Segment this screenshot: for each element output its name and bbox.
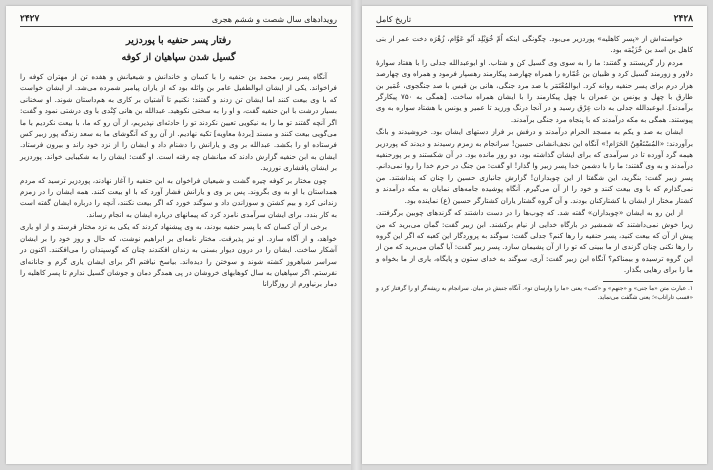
body-text [376, 33, 693, 276]
left-page-header [20, 6, 337, 27]
right-page-header [376, 6, 693, 27]
paragraph: چون مختار بر کوفه چیره گشت و شیعیان فراخوان به ابن حنفیه را آغاز نهادند، پوردزیر ترسید که مردم همداستان با او به وی بگروند. پس بر وی و یارانش فشار آورد که با او بیعت کنند. همه ایشان را در زمزم زندانی کرد و بیم کشتن و سوزاندن داد و سوگند خورد که اگر بیعت نکنند، آنچه را درباره ایشان گفته است به کار بندد. برای ایشان سرآمدی نامزد کرد که پیمانهای درباره ایشان به انجام رساند. [20, 175, 337, 219]
paragraph: آنگاه پسر زبیر، محمد بن حنفیه را با کسان و خاندانش و شیعیانش و هفده تن از مهتران کوفه را فراخواند. یکی از ایشان ابوالطفیل عامر بن واثله بود که از یاران پیامبر شمرده می‌شد. از ایشان خواست که با وی بیعت کنند اما ایشان تن زدند و گفتند: نکنیم تا آشتیان بر کاری به هم‌داستان شوند. او سخنانی بسیار درشت با ابن حنفیه گفت، و او را به سختی نکوهید. عبدالله بن هانی کِنْدی با وی درشتی نمود و گفت: اگر آنچه گفتند تو ما را به نیکویی تعیین نکردند تو را حادثه‌ای نپذیریم، از آن رو که ما، با بیعت نکردیم با ما می‌گویی بیعت کنند و مسند [بردهٔ معاویه] تکیه نهادیم. از آن رو که آنگوشای ما به سعد زندگه پور زبیر کس فرستاده او را بکشد. عبدالله بر وی و یارانش را دشنام داد و ایشان را از نزد خود راند و بیرون فرستاد. ایشان به ابن حنفیه گزارش دادند که میانشان چه رفته است. او گفت: ایشان را به شکیبایی خواند. پوردزیر بر ایشان پافشاری نورزید. [20, 72, 337, 173]
left-page [6, 6, 351, 464]
paragraph: خواسته‌اش از «پسر کاهلیه» پوردزیر می‌بود. چگونگی اینکه اُمّ خُوَیْلِد اَبُو عَوَّام، زُهْرَه دخت عمر از بنی کاهل بن اسد بن خُزَیْمَه بود. [376, 34, 693, 55]
book-gutter [351, 0, 362, 470]
paragraph: برخی از آن کسان که با پسر حنفیه بودند، به وی پیشنهاد کردند که یکی به نزد مختار فرستد و از او یاری خواهد، و از آگاه سازد. او نیز پذیرفت. مختار نامه‌ای بر ابراهیم نوشت، که حال و روز خود را بر ایشان آشکار ساخت. ایشان را در درون دیوار بسنی به زندان افکندند چنان که گوسپندان را می‌افکنند. اکنون در سراسر شیاهروز کشته شوند و سوختن را دیده‌اند. بیاسخ نیافتم اگر برای ایشان یاری گرم و جانانه‌ای نفرستم. اگر سپاهیان به سال کوهابهای خروشان در پی همدگر دمان و جوشان گسیل ندارم تا پسر کاهلیه را دمار برنیاورم از روزگارانا [20, 222, 337, 289]
body-text [20, 71, 337, 290]
page-number: ۲۴۲۷ [20, 14, 40, 24]
running-title: رویدادهای سال شصت و ششم هجری [211, 15, 337, 24]
footnote: ۱. عبارت متن «ما جنی» و «جنهم» و «کتب» یعنی «ما را وارسان تو». آنگاه جنبش در میان. سرانجام به ریشه‌گر او را گرفتار کرد و «فسب تاراتاب»؛ یعنی شگفت می‌نماید. [376, 285, 693, 301]
right-page [362, 6, 707, 464]
page-number: ۲۴۲۸ [673, 14, 693, 24]
paragraph: مردم زار گریستند و گفتند: ما را به سوی وی گسیل کن و شتاب. او ابوعبدالله جدلی را با هفتاد سوارهٔ دلاور و زورمند گسیل کرد و ظبیان بن عُمّاره را همراه چهارصد پیکارمند رهسپار فرمود و همراه وی چهارصد هزار درم برای پسر حنفیه روانه کرد. ابوالمُعْتَمَر با صد مرد جنگی، هانی بن قیس با صد جنگجوی، عُمَیر بن طارق با چهل و یونس بن عمران با چهل پیکارمند را با ایشان همراه ساخت. [همگی به ۷۵۰ پیکارگر برآمدند]. ابوعبدالله جدلی به ذات عِرْق رسید و در آنجا درنگ ورزید تا عمیر و یونس با هشتاد سواره به وی پیوستند. همگی به مکه درآمدند که با پنجاه مرد جنگی برآمدند. [376, 57, 693, 124]
section-heading: گسیل شدن سپاهیان از کوفه [121, 52, 236, 63]
running-title: تاریخ کامل [376, 15, 412, 24]
paragraph: ایشان به صد و یکم به مسجد الحرام درآمدند و درفش بر فراز دستهای ایشان بود. خروشیدند و بانگ برآوردند: «المُسْتَغْعِنُ الحَرَام!» آنگاه این نجف‌انشانی حسین! سرانجام به زمزم رسیدند و دیدند که پوردزیر هیمه گرد آورده تا در سرآمدی که برای ایشان گذاشته بود، دو روز مانده بود. در آن شکستند و بر پورحنفیه درآمدند و به وی گفتند: ما را با دشمن خدا پسر زبیر وا گذار! او گفت: من جنگ در حرم خدا را روا نمی‌دانم. پسر زبیر گفت: بنگرید، این شگفتا از این چوبداران! گزارش جانبازی حسین را چنان که پنداشتند. من نمی‌گذارم که با وی بیعت کنند و خود را از آن می‌گیرم. آنگاه پوشیده جامه‌های نمایان به مکه درآمدند و کشتار مختار از ایشان با کشتارکنان بودند. و آن گروه گشتار یاران کشتارگر حسین (ع) نماینده بود. [376, 127, 693, 205]
footnote-divider [603, 281, 693, 282]
paragraph: از این رو به ایشان «چوبداران» گفته شد. که چوب‌ها را در دست داشتند که گزندهای چوبین برگرفتند. زیرا خوش نمی‌داشتند که شمشیر در بارگاه خدایی از نیام برکشند. ابن زبیر گفت: گمان می‌برید که من پیش از آن که بیعت کنید، پسر حنفیه را رها کنم؟ جدلی گفت: سوگند به پروردگار این کعبه که اگر این گروه را رها نکنی چنان گزندی از ما ببینی که تو را از آن پشیمان سازد. پسر زبیر گفت: آیا گمان می‌برید که من از این گروه ترسیده و بیمناکم؟ آنگاه ابن زبیر گفت: آری، سوگند به خدای ستون و پایگاه، یاری از ما بخواه و ما را برای رهایی بگذار. [376, 208, 693, 275]
section-heading: رفتار پسر حنفیه با پوردزیر [126, 35, 231, 46]
